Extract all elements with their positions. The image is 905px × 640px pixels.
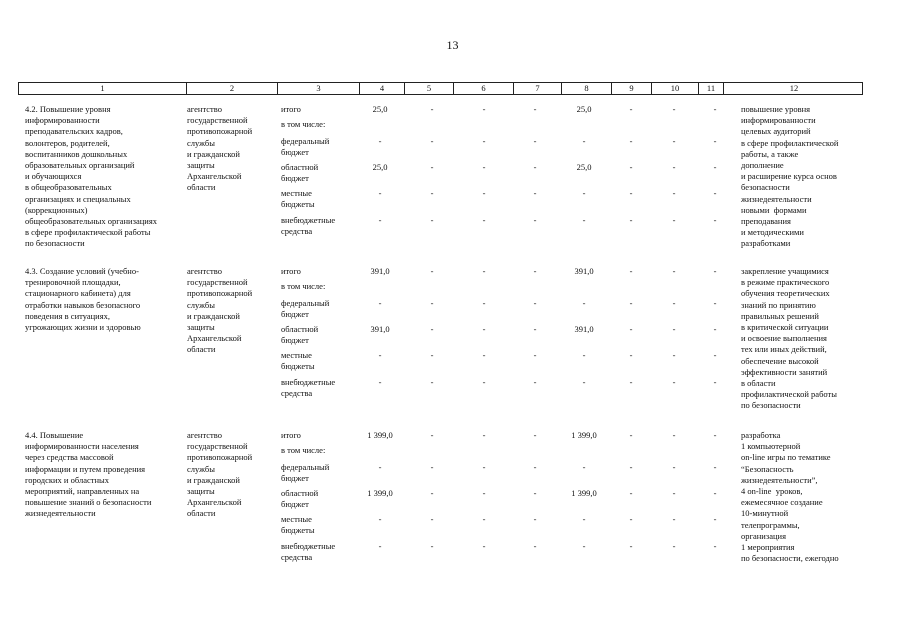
funding-value: - <box>482 215 486 225</box>
funding-value: - <box>672 462 676 472</box>
funding-value: 1 399,0 <box>571 488 597 498</box>
funding-value: - <box>582 462 586 472</box>
funding-value: - <box>430 488 434 498</box>
funding-value: - <box>713 298 717 308</box>
page-number: 13 <box>446 38 459 52</box>
funding-value: 391,0 <box>370 324 390 334</box>
funding-value: - <box>482 162 486 172</box>
funding-value: - <box>378 377 382 387</box>
funding-value: - <box>672 266 676 276</box>
funding-value: - <box>713 430 717 440</box>
measure-description: 4.3. Создание условий (учебно- тренировочной площадки, стационарного кабинета) для отработки навыков безопасного поведения в ситуациях, угрожающих жизни и здоровью <box>25 266 141 333</box>
funding-value: - <box>533 188 537 198</box>
funding-value: 391,0 <box>574 324 594 334</box>
funding-value: - <box>482 462 486 472</box>
funding-value: - <box>482 350 486 360</box>
funding-value: - <box>533 488 537 498</box>
funding-value: 391,0 <box>370 266 390 276</box>
funding-value: - <box>482 266 486 276</box>
funding-value: - <box>430 462 434 472</box>
funding-value: - <box>582 514 586 524</box>
column-header-5: 5 <box>404 83 453 94</box>
funding-value: - <box>672 324 676 334</box>
funding-value: - <box>582 136 586 146</box>
funding-value: - <box>430 266 434 276</box>
funding-value: 1 399,0 <box>571 430 597 440</box>
funding-value: - <box>430 162 434 172</box>
funding-value: - <box>533 324 537 334</box>
funding-value: - <box>378 350 382 360</box>
funding-source-label: областной бюджет <box>281 162 319 184</box>
funding-value: 25,0 <box>372 162 388 172</box>
column-header-6: 6 <box>453 83 513 94</box>
funding-source-label: федеральный бюджет <box>281 462 330 484</box>
funding-value: - <box>378 188 382 198</box>
funding-value: - <box>713 215 717 225</box>
column-header-1: 1 <box>100 83 105 93</box>
funding-value: - <box>430 514 434 524</box>
funding-value: - <box>672 514 676 524</box>
funding-value: - <box>430 324 434 334</box>
funding-value: - <box>672 162 676 172</box>
funding-value: - <box>713 324 717 334</box>
funding-value: - <box>482 324 486 334</box>
funding-value: 1 399,0 <box>367 488 393 498</box>
funding-value: - <box>629 136 633 146</box>
funding-value: - <box>482 136 486 146</box>
funding-value: - <box>672 488 676 498</box>
funding-source-label: внебюджетные средства <box>281 541 336 563</box>
column-header-11: 11 <box>698 83 723 94</box>
column-header-3: 3 <box>277 83 359 94</box>
column-header-7: 7 <box>513 83 561 94</box>
funding-source-label: местные бюджеты <box>281 188 315 210</box>
funding-value: - <box>629 162 633 172</box>
funding-value: - <box>629 488 633 498</box>
funding-value: - <box>533 136 537 146</box>
expected-result: закрепление учащимися в режиме практического обучения теоретических знаний по принятию правильных решений в критической ситуации и освоение выполнения тех или иных действий, обеспечение высокой эффективности занятий в области профилактической работы по безопасности <box>741 266 837 411</box>
funding-value: - <box>533 514 537 524</box>
expected-result: повышение уровня информированности целевых аудиторий в сфере профилактической работы, а также дополнение и расширение курса основ безопасности жизнедеятельности новыми формами преподавания и методическими разработками <box>741 104 839 249</box>
funding-value: - <box>672 104 676 114</box>
funding-value: - <box>482 430 486 440</box>
funding-value: - <box>672 136 676 146</box>
funding-value: - <box>533 266 537 276</box>
funding-value: - <box>629 188 633 198</box>
responsible-agency: агентство государственной противопожарной службы и гражданской защиты Архангельской области <box>187 104 253 193</box>
funding-value: - <box>482 514 486 524</box>
funding-value: - <box>482 488 486 498</box>
funding-value: - <box>713 350 717 360</box>
column-header-12: 12 <box>723 83 864 94</box>
funding-value: - <box>582 377 586 387</box>
funding-value: - <box>533 298 537 308</box>
funding-source-label: федеральный бюджет <box>281 298 330 320</box>
funding-value: - <box>629 324 633 334</box>
column-header-10: 10 <box>651 83 698 94</box>
funding-value: - <box>430 430 434 440</box>
funding-value: - <box>629 298 633 308</box>
funding-value: - <box>378 541 382 551</box>
funding-value: - <box>482 541 486 551</box>
funding-value: 25,0 <box>576 104 592 114</box>
funding-value: - <box>430 104 434 114</box>
funding-value: - <box>672 215 676 225</box>
funding-source-label: областной бюджет <box>281 488 319 510</box>
responsible-agency: агентство государственной противопожарной службы и гражданской защиты Архангельской области <box>187 430 253 519</box>
funding-value: 25,0 <box>372 104 388 114</box>
funding-source-label: внебюджетные средства <box>281 377 336 399</box>
funding-source-label: местные бюджеты <box>281 514 315 536</box>
funding-value: - <box>672 430 676 440</box>
funding-source-label: в том числе: <box>281 119 326 129</box>
funding-value: - <box>378 298 382 308</box>
column-header-4: 4 <box>359 83 404 94</box>
funding-value: - <box>378 514 382 524</box>
funding-value: - <box>533 215 537 225</box>
funding-value: - <box>713 377 717 387</box>
funding-value: - <box>672 298 676 308</box>
funding-value: - <box>629 266 633 276</box>
funding-value: - <box>713 541 717 551</box>
funding-value: - <box>482 188 486 198</box>
funding-value: - <box>582 188 586 198</box>
measure-description: 4.4. Повышение информированности населения через средства массовой информации и путем проведения городских и областных мероприятий, направленных на повышение знаний о безопасности жизнедеятельности <box>25 430 152 519</box>
funding-source-label: внебюджетные средства <box>281 215 336 237</box>
funding-value: - <box>430 136 434 146</box>
funding-value: - <box>713 462 717 472</box>
funding-value: - <box>629 377 633 387</box>
funding-value: 391,0 <box>574 266 594 276</box>
column-header-row <box>18 82 863 95</box>
funding-value: - <box>713 188 717 198</box>
funding-value: - <box>629 514 633 524</box>
funding-value: - <box>378 462 382 472</box>
funding-value: - <box>533 377 537 387</box>
funding-value: - <box>482 104 486 114</box>
funding-value: - <box>378 215 382 225</box>
funding-value: - <box>713 104 717 114</box>
funding-source-label: итого <box>281 430 301 440</box>
funding-value: - <box>713 136 717 146</box>
funding-value: - <box>533 430 537 440</box>
funding-value: - <box>533 104 537 114</box>
funding-value: - <box>533 462 537 472</box>
funding-source-label: итого <box>281 266 301 276</box>
funding-source-label: федеральный бюджет <box>281 136 330 158</box>
funding-value: - <box>582 298 586 308</box>
funding-value: - <box>430 377 434 387</box>
funding-value: - <box>582 215 586 225</box>
funding-value: - <box>629 430 633 440</box>
funding-value: - <box>713 162 717 172</box>
responsible-agency: агентство государственной противопожарной службы и гражданской защиты Архангельской области <box>187 266 253 355</box>
funding-value: - <box>533 350 537 360</box>
funding-value: - <box>430 298 434 308</box>
funding-source-label: в том числе: <box>281 445 326 455</box>
funding-value: - <box>672 350 676 360</box>
funding-value: - <box>713 514 717 524</box>
column-header-9: 9 <box>611 83 651 94</box>
funding-value: - <box>582 350 586 360</box>
funding-value: - <box>430 215 434 225</box>
expected-result: разработка 1 компьютерной on-line игры по тематике “Безопасность жизнедеятельности”, 4 on-line уроков, ежемесячное создание 10-минутной телепрограммы, организация 1 мероприятия по безопасности, ежегодно <box>741 430 839 564</box>
funding-value: - <box>533 541 537 551</box>
measure-description: 4.2. Повышение уровня информированности преподавательских кадров, волонтеров, родителей, воспитанников дошкольных образовательных организаций и обучающихся в общеобразовательных организациях и специальных (коррекционных) общеобразовательных организациях в сфере профилактической работы по безопасности <box>25 104 157 249</box>
funding-source-label: в том числе: <box>281 281 326 291</box>
funding-value: - <box>672 541 676 551</box>
funding-value: - <box>378 136 382 146</box>
funding-value: - <box>713 266 717 276</box>
funding-source-label: областной бюджет <box>281 324 319 346</box>
funding-value: - <box>430 350 434 360</box>
funding-source-label: итого <box>281 104 301 114</box>
funding-source-label: местные бюджеты <box>281 350 315 372</box>
column-header-8: 8 <box>561 83 611 94</box>
funding-value: - <box>629 104 633 114</box>
funding-value: - <box>629 215 633 225</box>
funding-value: - <box>482 377 486 387</box>
funding-value: - <box>533 162 537 172</box>
funding-value: - <box>672 188 676 198</box>
funding-value: - <box>430 188 434 198</box>
funding-value: - <box>672 377 676 387</box>
funding-value: - <box>482 298 486 308</box>
funding-value: 1 399,0 <box>367 430 393 440</box>
column-header-2: 2 <box>186 83 277 94</box>
funding-value: - <box>629 350 633 360</box>
funding-value: - <box>713 488 717 498</box>
funding-value: 25,0 <box>576 162 592 172</box>
funding-value: - <box>629 462 633 472</box>
funding-value: - <box>430 541 434 551</box>
funding-value: - <box>582 541 586 551</box>
funding-value: - <box>629 541 633 551</box>
